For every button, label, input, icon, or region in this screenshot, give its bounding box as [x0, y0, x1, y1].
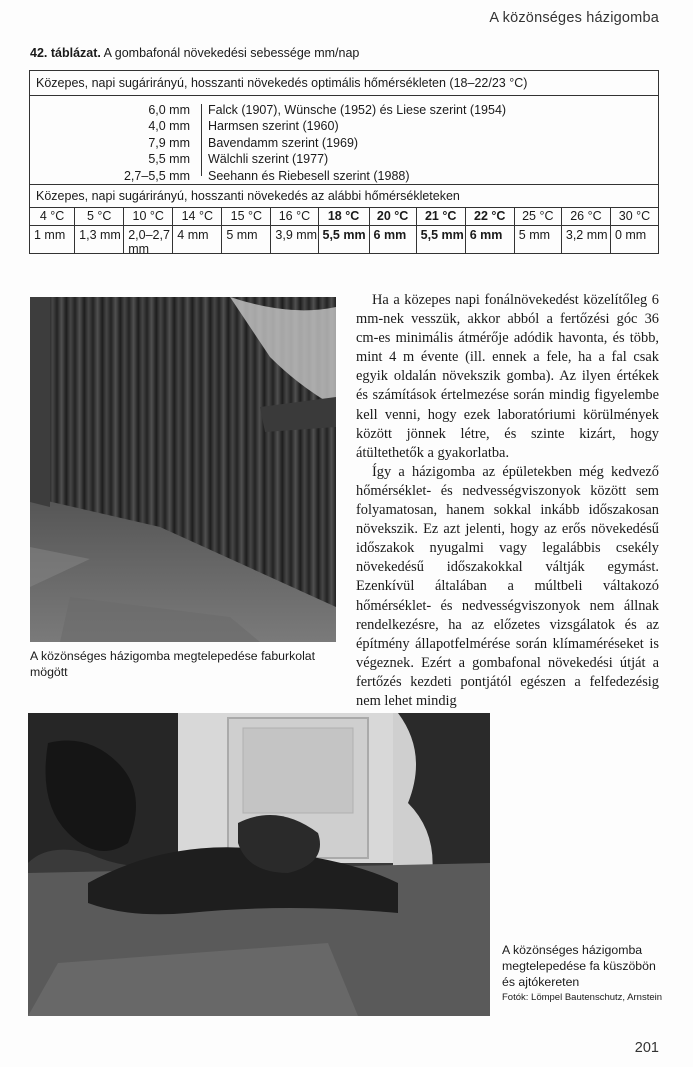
growth-value: 6 mm [469, 228, 503, 242]
temperature-label: 22 °C [466, 208, 514, 226]
body-text [356, 291, 659, 711]
photo-credit: Fotók: Lömpel Bautenschutz, Arnstein [502, 992, 663, 1003]
temperature-column [222, 208, 271, 253]
temperature-column [173, 208, 222, 253]
temperature-label: 20 °C [370, 208, 416, 226]
growth-value: 3,9 mm [275, 228, 318, 242]
figure1-caption: A közönséges házigomba megtelepedése faburkolat mögött [30, 649, 316, 679]
temperature-label: 30 °C [611, 208, 658, 226]
reference-value: 6,0 mm [148, 103, 190, 117]
reference-source: Wälchli szerint (1977) [208, 152, 329, 167]
growth-value: 5,5 mm [420, 228, 464, 242]
temperature-column [515, 208, 562, 253]
growth-value: 5 mm [518, 228, 551, 242]
reference-source: Seehann és Riebesell szerint (1988) [208, 168, 410, 183]
reference-source-column [208, 102, 506, 184]
temperature-label: 4 °C [30, 208, 74, 226]
temperature-column [417, 208, 466, 253]
temperature-label: 18 °C [319, 208, 369, 226]
growth-value: 5,5 mm [322, 228, 366, 242]
optimal-temperature-header: Közepes, napi sugárirányú, hosszanti növekedés optimális hőmérsékleten (18–22/23 °C) [30, 71, 658, 96]
temperature-column [370, 208, 417, 253]
temperature-column [562, 208, 611, 253]
page-number: 201 [634, 1040, 659, 1056]
paragraph: Ha a közepes napi fonálnövekedést közelítőleg 6 mm-nek vesszük, akkor abból a fertőzési góc 36 cm-es minimális átmérője adódik havonta, és több, mint 4 m évente (ill. ennek a fele, ha a fal csak egyik oldalán növekszik gomba). Az ilyen értékek és számítások értelmezése során mindig figyelembe kell venni, hogy ezek laboratóriumi körülmények között jönnek létre, és szinte kizárt, hogy átültethetők a gyakorlatba. [356, 292, 659, 461]
growth-value: 0 mm [614, 228, 647, 242]
reference-values [30, 96, 658, 185]
fungus-on-threshold-photo [28, 713, 490, 1016]
reference-value: 2,7–5,5 mm [123, 168, 190, 183]
temperature-label: 16 °C [271, 208, 317, 226]
figure2-caption: A közönséges házigomba megtelepedése fa küszöbön és ajtókereten [502, 943, 656, 989]
growth-value: 1,3 mm [79, 228, 121, 242]
temperature-label: 21 °C [417, 208, 465, 226]
temperature-row [30, 208, 658, 256]
temperature-label: 14 °C [173, 208, 221, 226]
temperature-column [466, 208, 515, 253]
temperature-column [30, 208, 75, 253]
table-title: A gombafonál növekedési sebessége mm/nap [100, 46, 360, 60]
temperature-label: 5 °C [75, 208, 123, 226]
column-divider [201, 104, 202, 176]
temperature-column [319, 208, 370, 253]
running-title: A közönséges házigomba [489, 10, 659, 26]
figure2-caption-block [502, 942, 662, 1004]
fungus-behind-paneling-photo [30, 297, 336, 642]
reference-value: 5,5 mm [148, 152, 190, 167]
temperature-header: Közepes, napi sugárirányú, hosszanti növekedés az alábbi hőmérsékleteken [30, 185, 658, 208]
reference-value: 4,0 mm [148, 119, 190, 134]
reference-source: Falck (1907), Wünsche (1952) és Liese szerint (1954) [208, 103, 507, 117]
growth-value: 1 mm [34, 228, 66, 242]
growth-value: 5 mm [226, 228, 258, 242]
growth-value: 2,0–2,7 mm [128, 228, 170, 256]
reference-value-column [30, 102, 190, 184]
reference-source: Bavendamm szerint (1969) [208, 135, 359, 150]
growth-value: 6 mm [373, 228, 407, 242]
temperature-label: 15 °C [222, 208, 270, 226]
temperature-column [611, 208, 658, 253]
growth-value: 3,2 mm [565, 228, 608, 242]
growth-value: 4 mm [177, 228, 209, 242]
temperature-label: 25 °C [515, 208, 561, 226]
temperature-column [271, 208, 318, 253]
temperature-label: 10 °C [124, 208, 172, 226]
table-number: 42. táblázat. [30, 46, 101, 60]
reference-source: Harmsen szerint (1960) [208, 119, 339, 134]
growth-rate-table [29, 70, 659, 254]
table-caption [30, 46, 359, 60]
temperature-label: 26 °C [562, 208, 610, 226]
temperature-column [75, 208, 124, 253]
temperature-column [124, 208, 173, 256]
reference-value: 7,9 mm [148, 135, 190, 150]
paragraph: Így a házigomba az épületekben még kedvező hőmérséklet- és nedvességviszonyok között sem folyamatosan, hanem sokkal inkább időszakosan növekszik. Ez azt jelenti, hogy az erős növekedésű időszakok nyugalmi vagy legalábbis csekély növekedésű időszakokkal váltják egymást. Ezenkívül általában a múltbeli váltakozó hőmérséklet- és nedvességviszonyok nem állnak rendelkezésre, ha az előzetes vizsgálatok és az építmény állapotfelmérése során klímaméréseket is végeznek. Ezért a gombafonal növekedési útját a fertőzés kezdeti pontjától egészen a felfedezésig nem lehet mindig [356, 463, 659, 709]
